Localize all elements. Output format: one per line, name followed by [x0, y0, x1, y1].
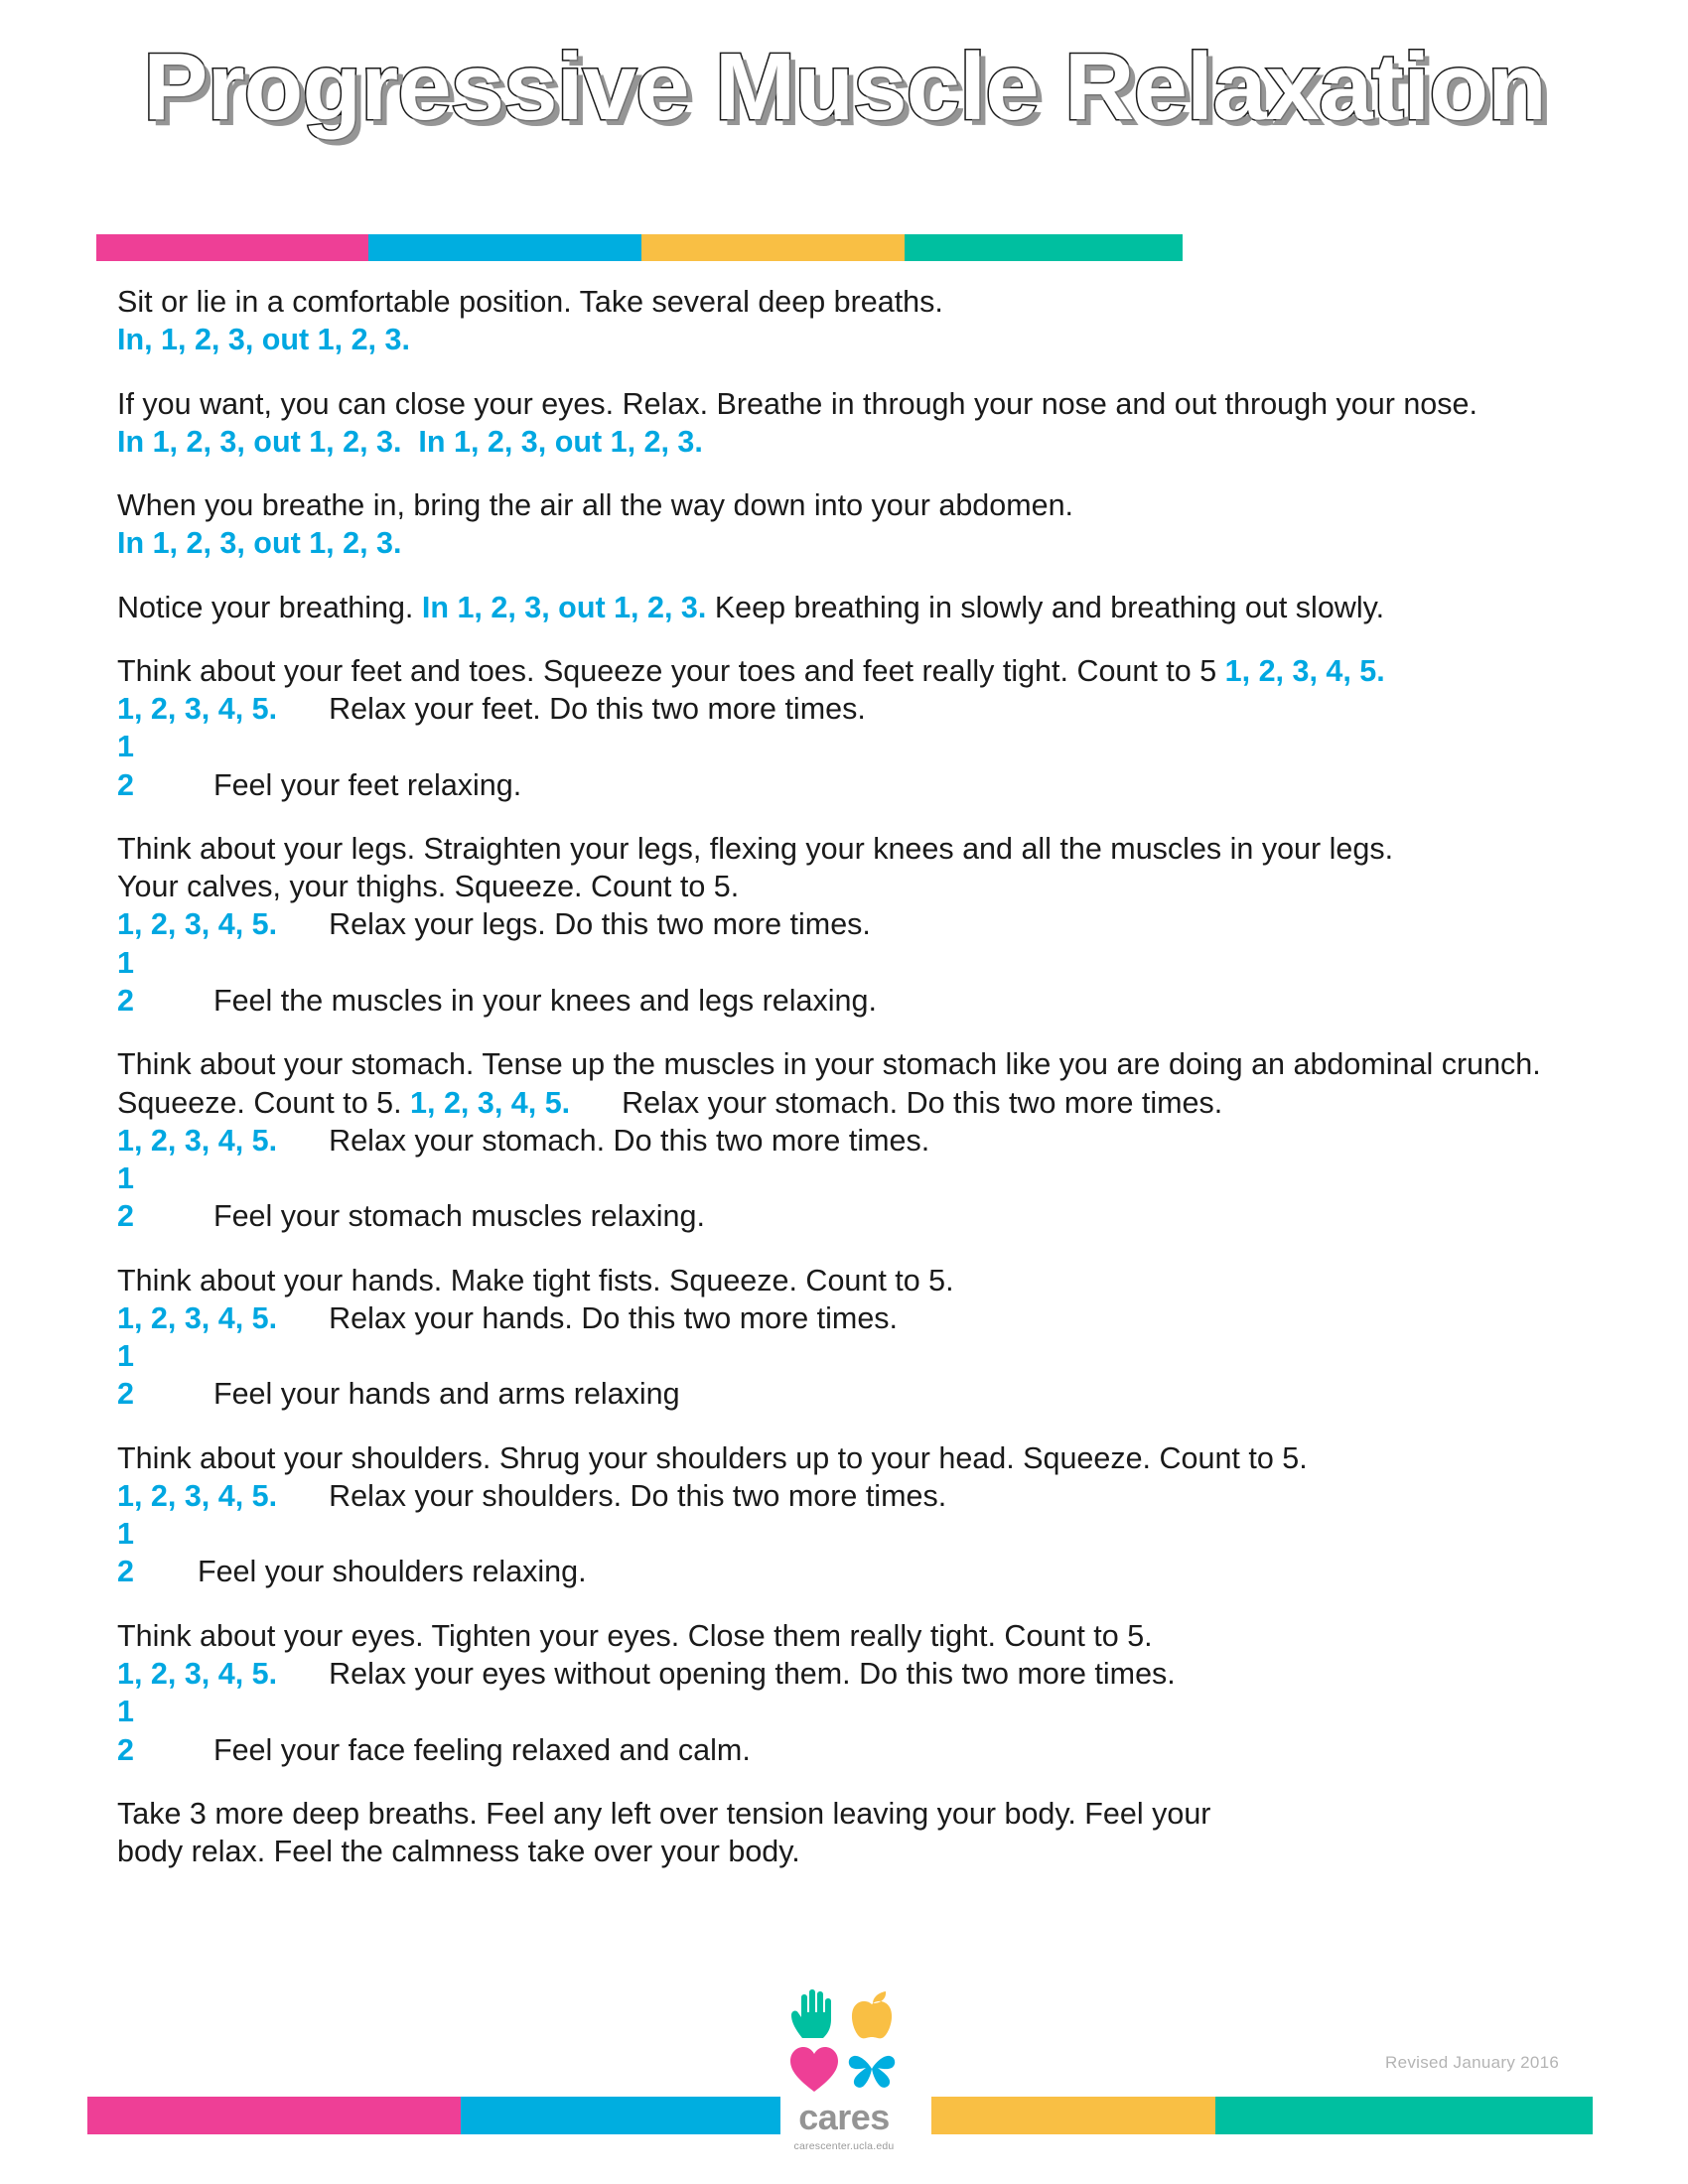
count-text: 1, 2, 3, 4, 5. — [117, 1478, 278, 1513]
text-line — [117, 690, 1587, 728]
bottom-bar-segment-yellow — [931, 2097, 1215, 2134]
count-text: 1, 2, 3, 4, 5. — [1224, 653, 1385, 688]
paragraph-feet — [117, 652, 1587, 804]
bottom-color-bar — [87, 2097, 1593, 2137]
instruction-text: Relax your stomach. Do this two more times. — [329, 1123, 930, 1158]
instruction-text: Your calves, your thighs. Squeeze. Count to 5. — [117, 870, 740, 904]
text-line — [117, 1299, 1587, 1337]
body-content — [117, 283, 1587, 1896]
count-text: 2 — [117, 1377, 134, 1412]
text-line — [117, 1617, 1587, 1655]
text-line — [117, 1731, 1587, 1769]
text-line — [117, 1477, 1587, 1515]
text-line — [117, 1515, 1587, 1553]
count-text: 1 — [117, 945, 134, 980]
paragraph-shoulders — [117, 1439, 1587, 1591]
instruction-text: Feel your face feeling relaxed and calm. — [212, 1732, 751, 1767]
text-line — [117, 1655, 1587, 1693]
text-line — [117, 524, 1587, 562]
text-line — [117, 486, 1587, 524]
text-line — [117, 283, 1587, 321]
count-text: 1, 2, 3, 4, 5. — [117, 1123, 278, 1158]
instruction-text: If you want, you can close your eyes. Relax. Breathe in through your nose and out through your nose. — [117, 386, 1477, 421]
instruction-text: Relax your eyes without opening them. Do this two more times. — [329, 1656, 1176, 1691]
paragraph-eyes — [117, 1617, 1587, 1769]
text-line — [117, 1833, 1587, 1870]
paragraph-hands — [117, 1262, 1587, 1414]
instruction-text: Notice your breathing. — [117, 590, 422, 624]
logo-icon-grid — [786, 1988, 902, 2096]
text-line — [117, 868, 1587, 905]
text-line — [117, 1160, 1587, 1197]
paragraph-intro-4 — [117, 589, 1587, 626]
instruction-text: Squeeze. Count to 5. — [117, 1085, 411, 1120]
count-text: 1 — [117, 1517, 134, 1552]
instruction-text: Relax your stomach. Do this two more times. — [622, 1085, 1223, 1120]
top-color-bar — [96, 234, 1593, 261]
text-line — [117, 1122, 1587, 1160]
top-bar-segment-blue — [368, 234, 640, 261]
apple-icon — [846, 1990, 898, 2040]
top-bar-segment-pink — [96, 234, 368, 261]
count-text: 1, 2, 3, 4, 5. — [117, 907, 278, 942]
text-line — [117, 905, 1587, 943]
bottom-bar-segment-blue — [461, 2097, 780, 2134]
text-line — [117, 1084, 1587, 1122]
text-line — [117, 1045, 1587, 1083]
hand-icon — [788, 1988, 840, 2038]
instruction-text: When you breathe in, bring the air all the way down into your abdomen. — [117, 488, 1074, 523]
paragraph-intro-2 — [117, 385, 1587, 462]
page-title-wrap — [0, 34, 1688, 140]
text-line — [117, 385, 1587, 423]
instruction-text: Relax your shoulders. Do this two more times. — [329, 1478, 947, 1513]
instruction-text: Think about your hands. Make tight fists. Squeeze. Count to 5. — [117, 1263, 954, 1297]
count-text: In 1, 2, 3, out 1, 2, 3. In 1, 2, 3, out 1, 2, 3. — [117, 424, 703, 459]
text-line — [117, 944, 1587, 982]
text-line — [117, 423, 1587, 461]
instruction-text: Feel your stomach muscles relaxing. — [212, 1199, 705, 1234]
text-line — [117, 830, 1587, 868]
instruction-text: Relax your feet. Do this two more times. — [329, 692, 866, 727]
count-text: 1 — [117, 730, 134, 764]
count-text: 2 — [117, 1732, 134, 1767]
text-line — [117, 1262, 1587, 1299]
instruction-text: Feel your hands and arms relaxing — [212, 1377, 680, 1412]
page-title: Progressive Muscle Relaxation — [142, 34, 1546, 140]
count-text: 2 — [117, 1555, 134, 1589]
text-line — [117, 652, 1587, 690]
instruction-text: body relax. Feel the calmness take over your body. — [117, 1835, 800, 1869]
instruction-text: Think about your shoulders. Shrug your shoulders up to your head. Squeeze. Count to 5. — [117, 1440, 1308, 1475]
instruction-text: Feel the muscles in your knees and legs relaxing. — [212, 983, 877, 1018]
top-bar-segment-teal — [905, 234, 1183, 261]
count-text: In 1, 2, 3, out 1, 2, 3. — [421, 590, 707, 624]
instruction-text: Feel your feet relaxing. — [212, 767, 522, 802]
text-line — [117, 1337, 1587, 1375]
text-line — [117, 1693, 1587, 1730]
text-line — [117, 1375, 1587, 1413]
text-line — [117, 321, 1587, 358]
count-text: 1, 2, 3, 4, 5. — [410, 1085, 571, 1120]
instruction-text: Think about your stomach. Tense up the muscles in your stomach like you are doing an abdominal crunch. — [117, 1047, 1541, 1082]
count-text: 2 — [117, 767, 134, 802]
logo-url: carescenter.ucla.edu — [793, 2140, 895, 2152]
bottom-bar-segment-teal — [1215, 2097, 1593, 2134]
paragraph-intro-3 — [117, 486, 1587, 563]
count-text: 2 — [117, 1199, 134, 1234]
count-text: In 1, 2, 3, out 1, 2, 3. — [117, 526, 402, 561]
count-text: 2 — [117, 983, 134, 1018]
instruction-text: Think about your legs. Straighten your legs, flexing your knees and all the muscles in your legs. — [117, 831, 1394, 866]
text-line — [117, 1439, 1587, 1477]
instruction-text: Think about your feet and toes. Squeeze your toes and feet really tight. Count to 5 — [117, 653, 1225, 688]
top-bar-segment-yellow — [641, 234, 905, 261]
text-line — [117, 982, 1587, 1020]
count-text: 1, 2, 3, 4, 5. — [117, 692, 278, 727]
count-text: 1 — [117, 1695, 134, 1729]
butterfly-icon — [846, 2044, 898, 2094]
bottom-bar-segment-pink — [87, 2097, 461, 2134]
paragraph-intro-1 — [117, 283, 1587, 359]
instruction-text: Relax your hands. Do this two more times. — [329, 1300, 899, 1335]
count-text: 1 — [117, 1161, 134, 1196]
paragraph-stomach — [117, 1045, 1587, 1235]
instruction-text: Keep breathing in slowly and breathing out slowly. — [706, 590, 1385, 624]
count-text: In, 1, 2, 3, out 1, 2, 3. — [117, 323, 410, 357]
text-line — [117, 589, 1587, 626]
text-line — [117, 766, 1587, 804]
paragraph-closing — [117, 1795, 1587, 1871]
instruction-text: Think about your eyes. Tighten your eyes. Close them really tight. Count to 5. — [117, 1618, 1153, 1653]
count-text: 1 — [117, 1339, 134, 1374]
heart-icon — [788, 2044, 840, 2094]
text-line — [117, 1553, 1587, 1590]
paragraph-legs — [117, 830, 1587, 1020]
logo-wordmark: cares — [798, 2097, 890, 2137]
revised-note: Revised January 2016 — [1385, 2053, 1560, 2072]
instruction-text: Take 3 more deep breaths. Feel any left over tension leaving your body. Feel your — [117, 1796, 1211, 1831]
text-line — [117, 728, 1587, 765]
instruction-text: Relax your legs. Do this two more times. — [329, 907, 871, 942]
text-line — [117, 1197, 1587, 1235]
text-line — [117, 1795, 1587, 1833]
count-text: 1, 2, 3, 4, 5. — [117, 1656, 278, 1691]
count-text: 1, 2, 3, 4, 5. — [117, 1300, 278, 1335]
instruction-text: Feel your shoulders relaxing. — [197, 1555, 587, 1589]
instruction-text: Sit or lie in a comfortable position. Take several deep breaths. — [117, 285, 943, 319]
